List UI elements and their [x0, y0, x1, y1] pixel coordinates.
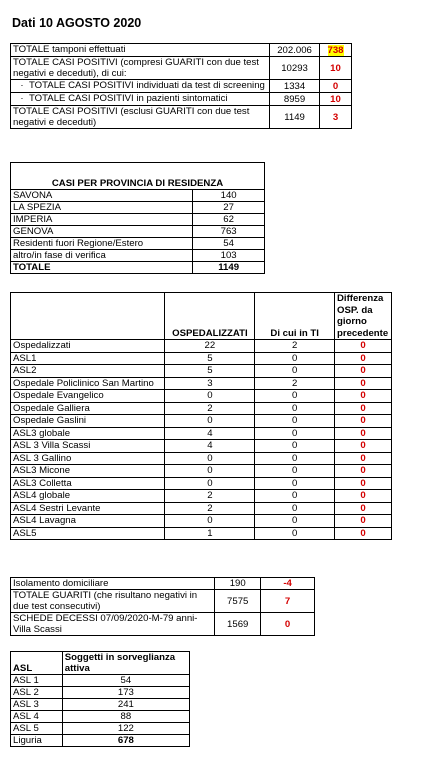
summary-diff-text: 10 [330, 62, 341, 74]
summary-diff-text: 3 [332, 111, 339, 123]
hospital-name: ASL3 Colletta [11, 477, 165, 490]
hospital-row [11, 527, 392, 540]
hospital-diff: 0 [334, 390, 391, 403]
hospital-header-osp: OSPEDALIZZATI [165, 293, 255, 340]
hospital-ti: 2 [255, 340, 335, 353]
hospital-row [11, 440, 392, 453]
province-name: IMPERIA [11, 214, 193, 226]
hospital-ti: 0 [255, 390, 335, 403]
hospital-osp: 0 [165, 452, 255, 465]
hospital-row [11, 427, 392, 440]
hospital-header-empty [11, 293, 165, 340]
summary-table [10, 43, 352, 129]
hospital-osp: 2 [165, 402, 255, 415]
hospital-row [11, 352, 392, 365]
hospital-diff: 0 [334, 477, 391, 490]
summary-label [11, 93, 270, 106]
summary-row [11, 93, 352, 106]
hospital-name: ASL2 [11, 365, 165, 378]
hospital-ti: 0 [255, 465, 335, 478]
hospital-ti: 0 [255, 427, 335, 440]
summary-label-text: TOTALE CASI POSITIVI (esclusi GUARITI con due test negativi e deceduti) [13, 106, 250, 128]
hospital-row [11, 415, 392, 428]
province-name: GENOVA [11, 226, 193, 238]
hospital-row [11, 377, 392, 390]
hospital-name: ASL3 Micone [11, 465, 165, 478]
hospital-osp: 0 [165, 515, 255, 528]
province-value: 140 [193, 190, 265, 202]
hospital-name: ASL1 [11, 352, 165, 365]
surveillance-header-row [11, 652, 190, 675]
summary-value: 8959 [270, 93, 320, 106]
hospital-header-diff: Differenza OSP. da giorno precedente [334, 293, 391, 340]
other-value: 7575 [215, 590, 261, 613]
hospital-row [11, 490, 392, 503]
hospital-diff: 0 [334, 340, 391, 353]
other-row [11, 590, 315, 613]
hospital-osp: 0 [165, 390, 255, 403]
hospital-ti: 2 [255, 377, 335, 390]
province-header-row [11, 163, 265, 190]
hospital-diff: 0 [334, 465, 391, 478]
hospital-ti: 0 [255, 515, 335, 528]
hospital-ti: 0 [255, 402, 335, 415]
hospital-name: Ospedale Gaslini [11, 415, 165, 428]
other-row [11, 613, 315, 636]
page-title: Dati 10 AGOSTO 2020 [12, 16, 142, 30]
hospital-row [11, 502, 392, 515]
other-diff: 7 [261, 590, 315, 613]
hospital-diff: 0 [334, 365, 391, 378]
hospital-diff: 0 [334, 427, 391, 440]
hospital-ti: 0 [255, 452, 335, 465]
surveillance-value: 122 [62, 723, 189, 735]
hospital-osp: 2 [165, 490, 255, 503]
surveillance-value: 54 [62, 675, 189, 687]
province-row [11, 190, 265, 202]
surveillance-name: ASL 2 [11, 687, 63, 699]
other-label: TOTALE GUARITI (che risultano negativi in due test consecutivi) [11, 590, 215, 613]
hospital-name: ASL4 Sestri Levante [11, 502, 165, 515]
province-row [11, 238, 265, 250]
hospital-ti: 0 [255, 490, 335, 503]
bullet-icon: · [20, 93, 24, 104]
hospital-row [11, 390, 392, 403]
province-value: 62 [193, 214, 265, 226]
province-value: 54 [193, 238, 265, 250]
province-name: altro/in fase di verifica [11, 250, 193, 262]
hospital-osp: 22 [165, 340, 255, 353]
summary-diff-text: 0 [332, 80, 339, 92]
hospital-diff: 0 [334, 515, 391, 528]
hospital-osp: 2 [165, 502, 255, 515]
hospital-name: ASL5 [11, 527, 165, 540]
summary-label-text: TOTALE CASI POSITIVI (compresi GUARITI con due test negativi e deceduti), di cui: [13, 57, 259, 79]
hospital-row [11, 340, 392, 353]
other-value: 1569 [215, 613, 261, 636]
hospital-osp: 5 [165, 352, 255, 365]
hospital-row [11, 465, 392, 478]
hospital-name: ASL4 globale [11, 490, 165, 503]
province-name: LA SPEZIA [11, 202, 193, 214]
province-total-value: 1149 [193, 262, 265, 274]
hospital-row [11, 477, 392, 490]
surveillance-total-row [11, 735, 190, 747]
province-name: SAVONA [11, 190, 193, 202]
province-total-row [11, 262, 265, 274]
hospital-diff: 0 [334, 352, 391, 365]
hospital-table [10, 292, 392, 540]
summary-diff-text: 10 [330, 93, 341, 105]
hospital-diff: 0 [334, 452, 391, 465]
summary-row [11, 106, 352, 129]
hospital-diff: 0 [334, 440, 391, 453]
hospital-osp: 0 [165, 465, 255, 478]
summary-label-text: TOTALE tamponi effettuati [13, 44, 126, 55]
hospital-osp: 0 [165, 477, 255, 490]
hospital-ti: 0 [255, 477, 335, 490]
surveillance-row [11, 723, 190, 735]
surveillance-total-value: 678 [62, 735, 189, 747]
summary-diff-text: 738 [327, 44, 344, 56]
surveillance-total-label: Liguria [11, 735, 63, 747]
province-row [11, 214, 265, 226]
summary-diff [320, 93, 352, 106]
hospital-row [11, 402, 392, 415]
hospital-diff: 0 [334, 527, 391, 540]
hospital-osp: 5 [165, 365, 255, 378]
hospital-name: ASL3 globale [11, 427, 165, 440]
hospital-header-ti: Di cui in TI [255, 293, 335, 340]
summary-value: 202.006 [270, 44, 320, 57]
summary-label [11, 106, 270, 129]
summary-label-text: TOTALE CASI POSITIVI in pazienti sintomatici [29, 93, 228, 104]
province-name: Residenti fuori Regione/Estero [11, 238, 193, 250]
summary-value: 10293 [270, 57, 320, 80]
other-value: 190 [215, 578, 261, 590]
other-table [10, 577, 315, 636]
hospital-diff: 0 [334, 377, 391, 390]
surveillance-name: ASL 5 [11, 723, 63, 735]
summary-row [11, 44, 352, 57]
hospital-ti: 0 [255, 415, 335, 428]
summary-diff [320, 44, 352, 57]
summary-diff [320, 80, 352, 93]
summary-row [11, 80, 352, 93]
hospital-row [11, 515, 392, 528]
surveillance-name: ASL 3 [11, 699, 63, 711]
province-row [11, 250, 265, 262]
hospital-name: Ospedalizzati [11, 340, 165, 353]
hospital-name: Ospedale Galliera [11, 402, 165, 415]
summary-row [11, 57, 352, 80]
hospital-diff: 0 [334, 415, 391, 428]
hospital-header-row [11, 293, 392, 340]
surveillance-header-asl: ASL [11, 652, 63, 675]
hospital-diff: 0 [334, 502, 391, 515]
surveillance-name: ASL 1 [11, 675, 63, 687]
province-value: 27 [193, 202, 265, 214]
other-row [11, 578, 315, 590]
hospital-osp: 4 [165, 427, 255, 440]
surveillance-value: 241 [62, 699, 189, 711]
hospital-osp: 3 [165, 377, 255, 390]
province-header: CASI PER PROVINCIA DI RESIDENZA [11, 163, 265, 190]
surveillance-value: 88 [62, 711, 189, 723]
hospital-name: Ospedale Evangelico [11, 390, 165, 403]
surveillance-row [11, 675, 190, 687]
hospital-ti: 0 [255, 365, 335, 378]
other-diff: 0 [261, 613, 315, 636]
hospital-name: ASL4 Lavagna [11, 515, 165, 528]
hospital-diff: 0 [334, 402, 391, 415]
other-label: SCHEDE DECESSI 07/09/2020-M-79 anni-Villa Scassi [11, 613, 215, 636]
hospital-ti: 0 [255, 502, 335, 515]
bullet-icon: · [20, 80, 24, 91]
surveillance-row [11, 711, 190, 723]
province-row [11, 202, 265, 214]
surveillance-name: ASL 4 [11, 711, 63, 723]
summary-label [11, 80, 270, 93]
hospital-osp: 0 [165, 415, 255, 428]
surveillance-header-value: Soggetti in sorveglianza attiva [62, 652, 189, 675]
summary-label [11, 57, 270, 80]
hospital-diff: 0 [334, 490, 391, 503]
province-value: 763 [193, 226, 265, 238]
hospital-ti: 0 [255, 527, 335, 540]
hospital-ti: 0 [255, 352, 335, 365]
surveillance-row [11, 699, 190, 711]
summary-value: 1334 [270, 80, 320, 93]
hospital-osp: 1 [165, 527, 255, 540]
summary-diff [320, 106, 352, 129]
province-row [11, 226, 265, 238]
hospital-name: ASL 3 Gallino [11, 452, 165, 465]
surveillance-value: 173 [62, 687, 189, 699]
surveillance-row [11, 687, 190, 699]
province-value: 103 [193, 250, 265, 262]
other-label: Isolamento domiciliare [11, 578, 215, 590]
hospital-name: Ospedale Policlinico San Martino [11, 377, 165, 390]
hospital-name: ASL 3 Villa Scassi [11, 440, 165, 453]
summary-label [11, 44, 270, 57]
hospital-row [11, 365, 392, 378]
summary-value: 1149 [270, 106, 320, 129]
hospital-row [11, 452, 392, 465]
summary-diff [320, 57, 352, 80]
other-diff: -4 [261, 578, 315, 590]
summary-label-text: TOTALE CASI POSITIVI individuati da test di screening [29, 80, 265, 91]
province-table [10, 162, 265, 274]
surveillance-table [10, 651, 190, 747]
hospital-ti: 0 [255, 440, 335, 453]
hospital-osp: 4 [165, 440, 255, 453]
province-total-label: TOTALE [11, 262, 193, 274]
